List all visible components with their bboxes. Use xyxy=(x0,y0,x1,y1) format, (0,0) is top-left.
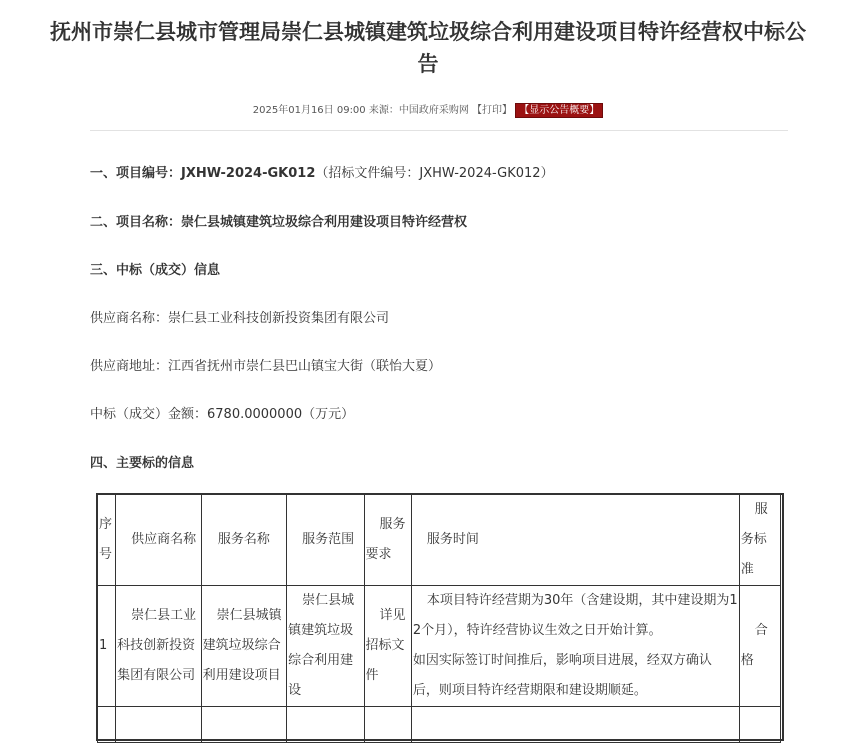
tender-file-number: （招标文件编号：JXHW-2024-GK012） xyxy=(315,166,554,181)
title-line-2: 告 xyxy=(417,52,439,76)
cell-standard: 合格 xyxy=(739,586,780,707)
title-line-1: 抚州市崇仁县城市管理局崇仁县城镇建筑垃圾综合利用建设项目特许经营权中标公 xyxy=(50,20,806,44)
cell-time-paragraph-1: 本项目特许经营期为30年（含建设期，其中建设期为12个月），特许经营协议生效之日开始计算。 xyxy=(412,593,738,638)
header-service-name: 服务名称 xyxy=(201,495,287,586)
cell-supplier: 崇仁县工业科技创新投资集团有限公司 xyxy=(116,586,202,707)
supplier-address: 供应商地址：江西省抚州市崇仁县巴山镇宝大街（联怡大夏） xyxy=(90,359,442,374)
items-table xyxy=(97,494,781,743)
publish-date: 2025年01月16日 09:00 xyxy=(252,105,366,116)
cell-time-paragraph-2: 如因实际签订时间推后，影响项目进展，经双方确认后，则项目特许经营期限和建设期顺延。 xyxy=(412,653,712,698)
header-scope: 服务范围 xyxy=(287,495,364,586)
table-row xyxy=(98,586,781,707)
header-requirement: 服务要求 xyxy=(364,495,411,586)
cell-requirement: 详见招标文件 xyxy=(364,586,411,707)
empty-cell xyxy=(411,707,739,743)
cell-time xyxy=(411,586,739,707)
divider xyxy=(90,130,788,131)
award-amount: 中标（成交）金额：6780.0000000（万元） xyxy=(90,407,355,422)
empty-cell xyxy=(201,707,287,743)
cell-scope: 崇仁县城镇建筑垃圾综合利用建设 xyxy=(287,586,364,707)
main-items-heading: 四、主要标的信息 xyxy=(90,456,195,471)
table-empty-row xyxy=(98,707,781,743)
header-standard: 服务标准 xyxy=(739,495,780,586)
header-supplier: 供应商名称 xyxy=(116,495,202,586)
empty-cell xyxy=(98,707,116,743)
empty-cell xyxy=(287,707,364,743)
empty-cell xyxy=(364,707,411,743)
cell-no: 1 xyxy=(98,586,116,707)
page-title xyxy=(0,16,856,80)
empty-cell xyxy=(739,707,780,743)
project-name-value: 崇仁县城镇建筑垃圾综合利用建设项目特许经营权 xyxy=(181,215,468,230)
table-header-row xyxy=(98,495,781,586)
header-no: 序号 xyxy=(98,495,116,586)
meta-bar xyxy=(0,101,856,118)
section-project-name xyxy=(90,211,467,230)
project-number-label: 一、项目编号： xyxy=(90,166,182,181)
project-name-label: 二、项目名称： xyxy=(90,215,182,230)
cell-service-name: 崇仁县城镇建筑垃圾综合利用建设项目 xyxy=(201,586,287,707)
section-project-number xyxy=(90,162,554,181)
supplier-name: 供应商名称：崇仁县工业科技创新投资集团有限公司 xyxy=(90,311,390,326)
header-time: 服务时间 xyxy=(411,495,739,586)
show-summary-button[interactable]: 【显示公告概要】 xyxy=(515,103,603,118)
section-main-items xyxy=(90,452,194,471)
source-name: 中国政府采购网 xyxy=(398,105,469,116)
empty-cell xyxy=(116,707,202,743)
print-link[interactable]: 【打印】 xyxy=(472,105,513,116)
award-info-heading: 三、中标（成交）信息 xyxy=(90,263,221,278)
source-label: 来源： xyxy=(368,105,399,116)
section-award-info xyxy=(90,259,220,278)
project-number-value: JXHW-2024-GK012 xyxy=(181,166,316,181)
